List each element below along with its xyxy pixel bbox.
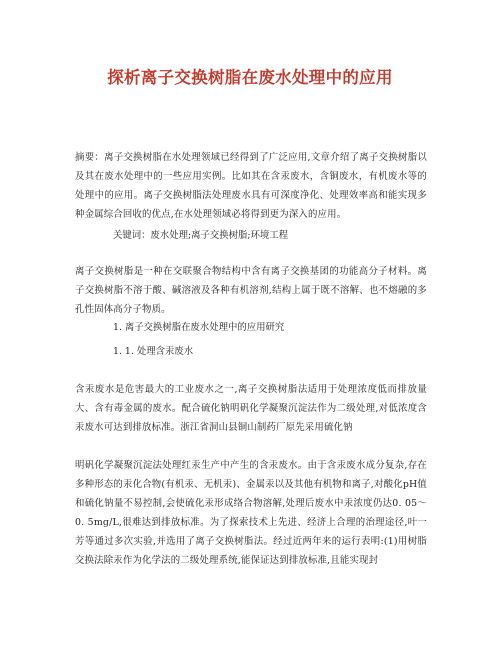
intro-paragraph: 离子交换树脂是一种在交联聚合物结构中含有离子交换基团的功能高分子材料。离子交换树脂不溶于酸、碱溶液及各种有机溶剂,结构上属于既不溶解、也不熔融的多孔性固体高分子物质。 <box>75 266 427 315</box>
section-heading-1-1: 1. 1. 处理含汞废水 <box>113 346 194 357</box>
document-title: 探析离子交换树脂在废水处理中的应用 <box>107 68 393 87</box>
abstract-paragraph: 摘要：离子交换树脂在水处理领域已经得到了广泛应用,文章介绍了离子交换树脂以及其在废水处理中的一些应用实例。比如其在含汞废水，含铜废水，有机废水等的处理中的应用。离子交换树脂法处理废水具有可深度净化、处理效率高和能实现多种金属综合回收的优点,在水处理领域必将得到更为深入的应用。 <box>75 152 427 220</box>
keywords-line: 关键词：废水处理;离子交换树脂;环境工程 <box>113 230 289 241</box>
mercury-paragraph: 含汞废水是危害最大的工业废水之一,离子交换树脂法适用于处理浓度低而排放量大、含有毒金属的废水。配合硫化钠明矾化学凝聚沉淀法作为二级处理,对低浓度含汞废水可达到排放标准。浙江省洞山县铜山制药厂原先采用硫化钠 <box>75 384 427 433</box>
continued-paragraph: 明矾化学凝聚沉淀法处理红汞生产中产生的含汞废水。由于含汞废水成分复杂,存在多种形态的汞化合物(有机汞、无机汞)、金属汞以及其他有机物和离子,对酸化pH值和硫化钠量不易控制,会使硫化汞形成络合物溶解,处理后废水中汞浓度仍达0. 05～0. 5mg/L,很难达到排放标准。为了探索技术上先进、经济上合理的治理途径,叶一芳等通过多次实验,并选用了离子交换树脂法。经过近两年来的运行表明:(1)用树脂交换法除汞作为化学法的二级处理系统,能保证达到排放标准,且能实现封 <box>75 460 427 566</box>
section-heading-1: 1. 离子交换树脂在废水处理中的应用研究 <box>113 322 285 333</box>
